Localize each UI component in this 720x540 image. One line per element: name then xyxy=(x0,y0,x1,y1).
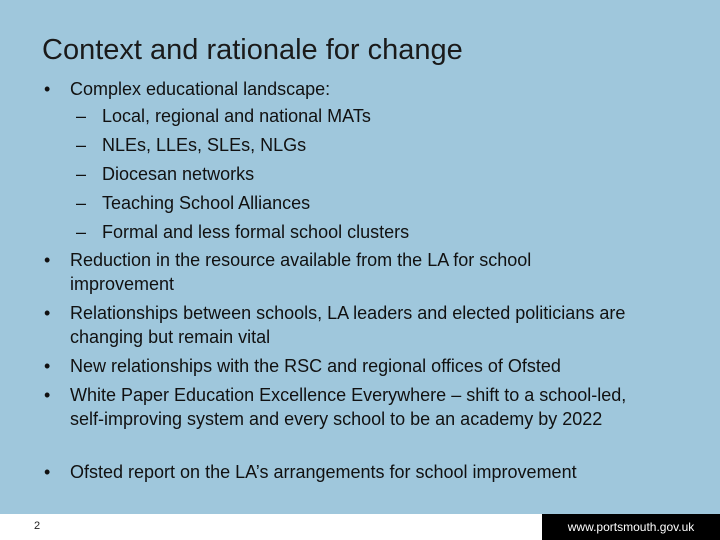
dash-marker: – xyxy=(76,193,87,213)
sub-bullet-item xyxy=(76,133,662,157)
bullet-text: White Paper Education Excellence Everywhere – shift to a school-led, self-improving system and every school to be an academy by 2022 xyxy=(70,385,627,429)
bullet-item xyxy=(44,248,600,296)
bullet-item xyxy=(44,301,670,349)
bullet-text: Reduction in the resource available from the LA for school improvement xyxy=(70,250,532,294)
bullet-text: Relationships between schools, LA leaders and elected politicians are changing but remain vital xyxy=(70,303,626,347)
bullet-marker: • xyxy=(44,250,51,270)
bullet-item xyxy=(44,460,690,484)
page-number: 2 xyxy=(34,520,41,532)
bullet-text: New relationships with the RSC and regional offices of Ofsted xyxy=(70,356,561,376)
sub-bullet-item xyxy=(76,191,662,215)
bullet-text: Ofsted report on the LA’s arrangements for school improvement xyxy=(70,462,577,482)
sub-bullet-text: Local, regional and national MATs xyxy=(102,106,371,126)
dash-marker: – xyxy=(76,222,87,242)
sub-bullet-text: NLEs, LLEs, SLEs, NLGs xyxy=(102,135,307,155)
slide-footer xyxy=(0,514,720,540)
bullet-marker: • xyxy=(44,79,51,99)
bullet-marker: • xyxy=(44,462,51,482)
bullet-text: Complex educational landscape: xyxy=(70,79,331,99)
sub-bullet-item xyxy=(76,162,662,186)
bullet-item xyxy=(44,383,660,431)
dash-marker: – xyxy=(76,164,87,184)
slide-title: Context and rationale for change xyxy=(42,34,463,66)
sub-bullet-text: Diocesan networks xyxy=(102,164,255,184)
bullet-marker: • xyxy=(44,303,51,323)
sub-bullet-item xyxy=(76,220,662,244)
dash-marker: – xyxy=(76,135,87,155)
website-url: www.portsmouth.gov.uk xyxy=(542,514,720,540)
bullet-marker: • xyxy=(44,385,51,405)
dash-marker: – xyxy=(76,106,87,126)
sub-bullet-item xyxy=(76,104,662,128)
bullet-marker: • xyxy=(44,356,51,376)
bullet-item xyxy=(44,354,670,378)
sub-bullet-text: Teaching School Alliances xyxy=(102,193,311,213)
bullet-item xyxy=(44,77,670,101)
sub-bullet-text: Formal and less formal school clusters xyxy=(102,222,410,242)
